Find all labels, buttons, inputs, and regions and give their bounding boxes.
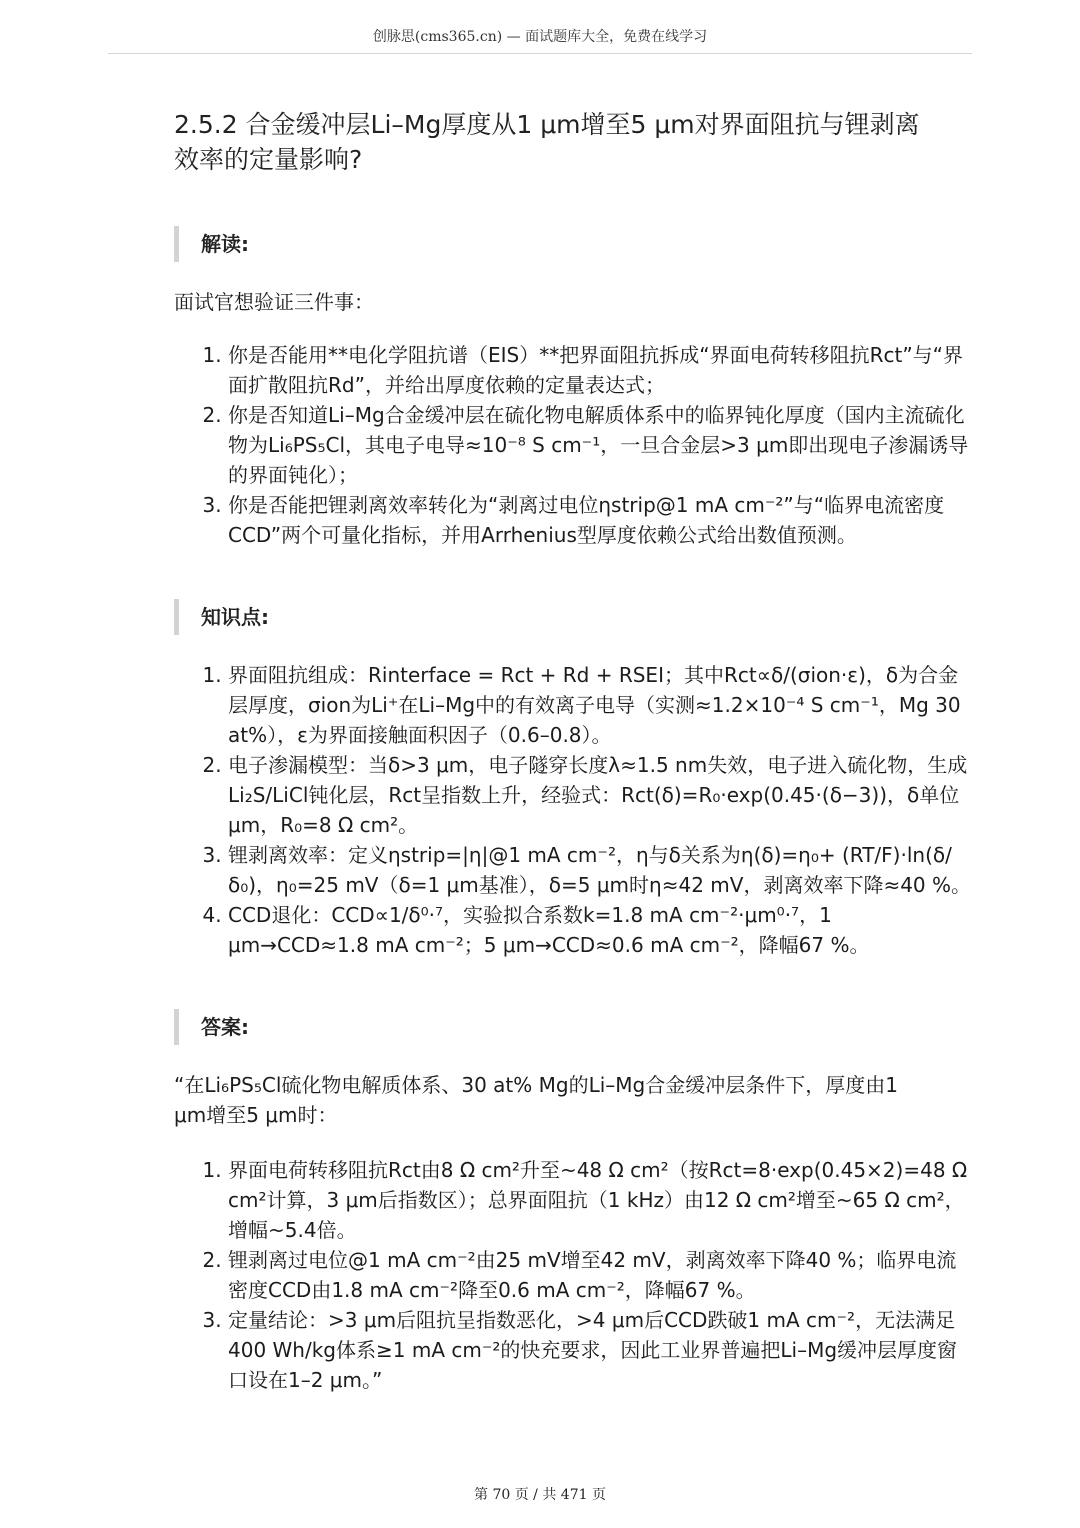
list-item: 3. 你是否能把锂剥离效率转化为“剥离过电位ηstrip@1 mA cm⁻²”与“临界电流密度CCD”两个可量化指标，并用Arrhenius型厚度依赖公式给出数值预测。 xyxy=(228,490,973,550)
knowledge-list xyxy=(174,660,973,960)
list-item: 1. 你是否能用**电化学阻抗谱（EIS）**把界面阻抗拆成“界面电荷转移阻抗Rct”与“界面扩散阻抗Rd”，并给出厚度依赖的定量表达式； xyxy=(228,340,973,400)
intro-text: 面试官想验证三件事： xyxy=(174,290,374,314)
list-item: 2. 电子渗漏模型：当δ>3 μm，电子隧穿长度λ≈1.5 nm失效，电子进入硫化物，生成Li₂S/LiCl钝化层，Rct呈指数上升，经验式：Rct(δ)=R₀·exp(0.45·(δ−3))，δ单位μm，R₀=8 Ω cm²。 xyxy=(228,750,973,840)
question-title: 2.5.2 合金缓冲层Li–Mg厚度从1 μm增至5 μm对界面阻抗与锂剥离效率的定量影响? xyxy=(174,110,920,174)
section-heading-knowledge: 知识点: xyxy=(174,599,269,635)
section-heading-interpretation: 解读: xyxy=(174,226,249,262)
list-item: 2. 你是否知道Li–Mg合金缓冲层在硫化物电解质体系中的临界钝化厚度（国内主流硫化物为Li₆PS₅Cl，其电子电导≈10⁻⁸ S cm⁻¹，一旦合金层>3 μm即出现电子渗漏诱导的界面钝化）； xyxy=(228,400,973,490)
list-item: 4. CCD退化：CCD∝1/δ⁰·⁷，实验拟合系数k=1.8 mA cm⁻²·μm⁰·⁷，1 μm→CCD≈1.8 mA cm⁻²；5 μm→CCD≈0.6 mA cm⁻²，降幅67 %。 xyxy=(228,900,973,960)
header-divider xyxy=(108,53,972,54)
list-item: 1. 界面电荷转移阻抗Rct由8 Ω cm²升至~48 Ω cm²（按Rct=8·exp(0.45×2)=48 Ω cm²计算，3 μm后指数区）；总界面阻抗（1 kHz）由12 Ω cm²增至~65 Ω cm²，增幅~5.4倍。 xyxy=(228,1155,973,1245)
list-item: 3. 定量结论：>3 μm后阻抗呈指数恶化，>4 μm后CCD跌破1 mA cm⁻²，无法满足400 Wh/kg体系≥1 mA cm⁻²的快充要求，因此工业界普遍把Li–Mg缓冲层厚度窗口设在1–2 μm。” xyxy=(228,1305,973,1395)
answer-intro: “在Li₆PS₅Cl硫化物电解质体系、30 at% Mg的Li–Mg合金缓冲层条件下，厚度由1 μm增至5 μm时： xyxy=(174,1073,898,1127)
section-heading-answer: 答案: xyxy=(174,1009,249,1045)
answer-list xyxy=(174,1155,973,1395)
list-item: 1. 界面阻抗组成：Rinterface = Rct + Rd + RSEI；其中Rct∝δ/(σion·ε)，δ为合金层厚度，σion为Li⁺在Li–Mg中的有效离子电导（实测≈1.2×10⁻⁴ S cm⁻¹，Mg 30 at%），ε为界面接触面积因子（0.6–0.8）。 xyxy=(228,660,973,750)
list-item: 3. 锂剥离效率：定义ηstrip=|η|@1 mA cm⁻²，η与δ关系为η(δ)=η₀+ (RT/F)·ln(δ/δ₀)，η₀=25 mV（δ=1 μm基准），δ=5 μm时η≈42 mV，剥离效率下降≈40 %。 xyxy=(228,840,973,900)
interpretation-list xyxy=(174,340,973,550)
page-header: 创脉思(cms365.cn) — 面试题库大全，免费在线学习 xyxy=(372,29,708,45)
page-number: 第 70 页 / 共 471 页 xyxy=(474,1487,606,1503)
list-item: 2. 锂剥离过电位@1 mA cm⁻²由25 mV增至42 mV，剥离效率下降40 %；临界电流密度CCD由1.8 mA cm⁻²降至0.6 mA cm⁻²，降幅67 %。 xyxy=(228,1245,973,1305)
